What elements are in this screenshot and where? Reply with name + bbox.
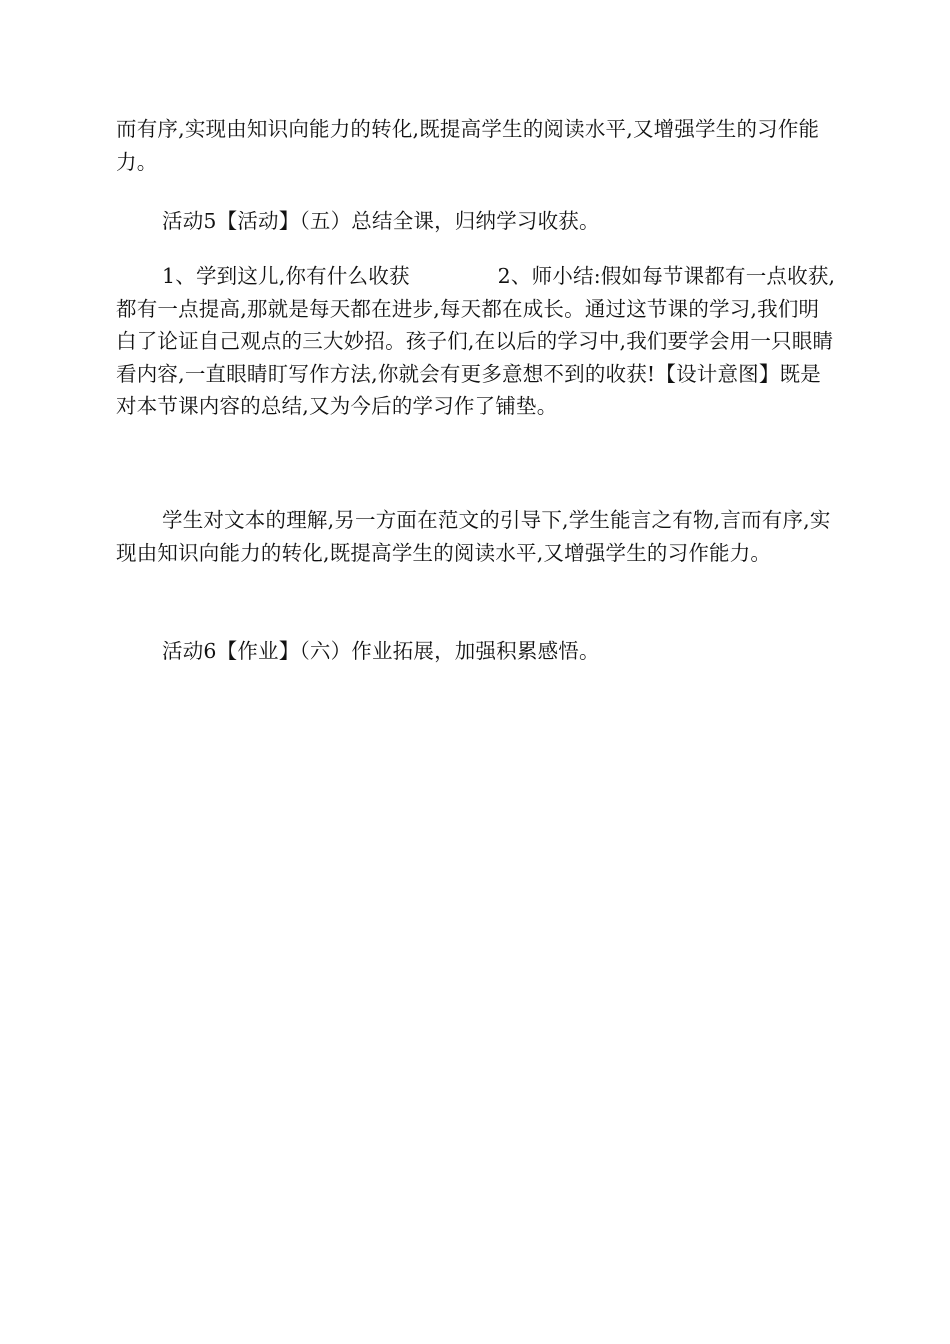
- activity5-item-2: 2、师小结:假如每节课都有一点收获,都有一点提高,那就是每天都在进步,每天都在成长。通过这节课的学习,我们明白了论证自己观点的三大妙招。孩子们,在以后的学习中,我们要学会用一只眼睛看内容,一直眼睛盯写作方法,你就会有更多意想不到的收获!【设计意图】既是对本节课内容的总结,又为今后的学习作了铺垫。: [116, 264, 836, 418]
- paragraph-student-understanding: 学生对文本的理解,另一方面在范文的引导下,学生能言之有物,言而有序,实现由知识向能力的转化,既提高学生的阅读水平,又增强学生的习作能力。: [116, 508, 831, 565]
- activity6-heading: 活动6【作业】（六）作业拓展，加强积累感悟。: [162, 639, 600, 663]
- activity5-body: [116, 260, 836, 423]
- activity5-heading: 活动5【活动】（五）总结全课，归纳学习收获。: [162, 209, 600, 233]
- paragraph-continuation: 而有序,实现由知识向能力的转化,既提高学生的阅读水平,又增强学生的习作能力。: [116, 117, 820, 174]
- activity5-item-1: 1、学到这儿,你有什么收获: [162, 264, 410, 288]
